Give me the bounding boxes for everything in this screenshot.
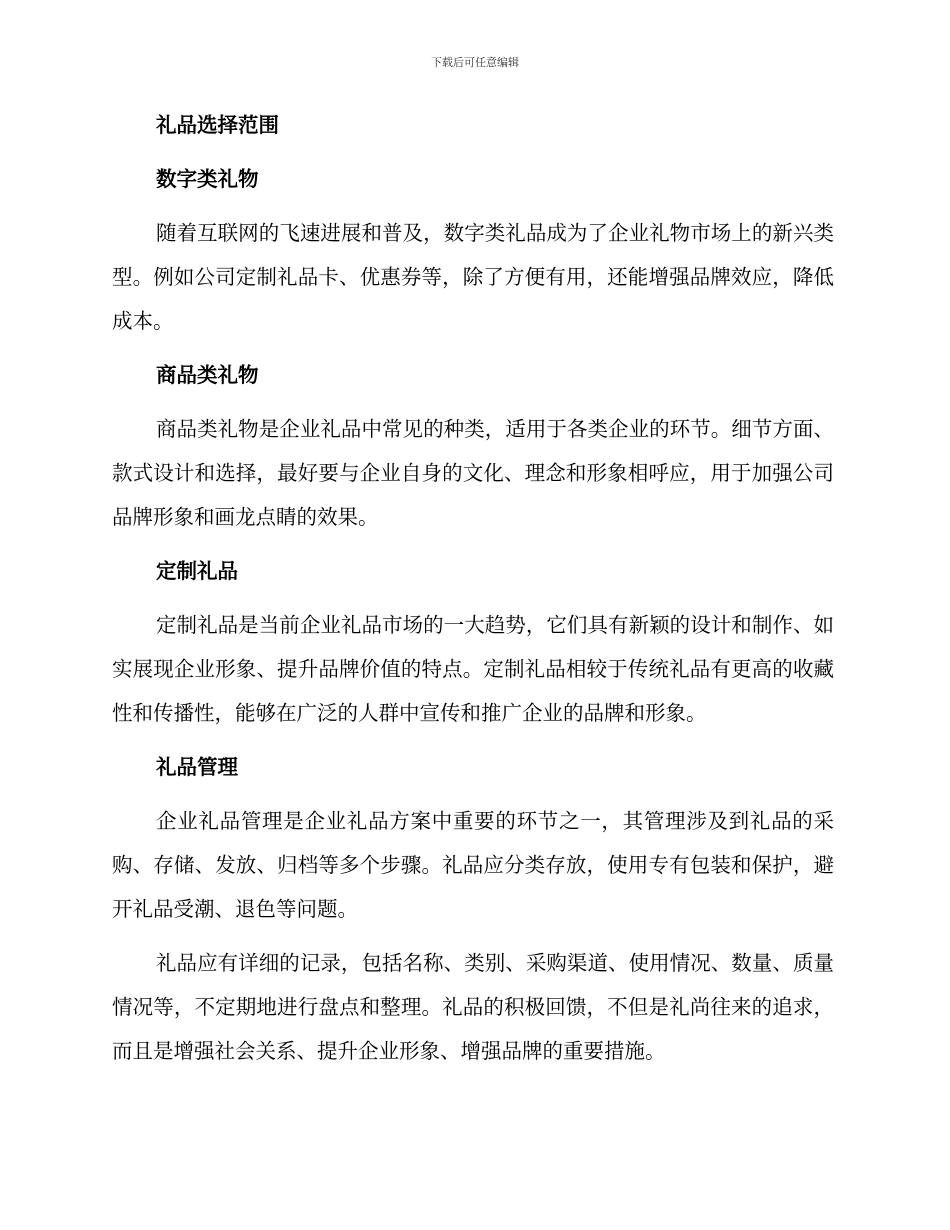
header-note: 下载后可任意编辑 [431,56,519,69]
paragraph-gift-management-1: 企业礼品管理是企业礼品方案中重要的环节之一，其管理涉及到礼品的采购、存储、发放、归档等多个步骤。礼品应分类存放，使用专有包装和保护，避开礼品受潮、退色等问题。 [112,809,834,921]
section-heading-digital-gifts: 数字类礼物 [156,167,259,191]
document-body [112,103,834,1073]
paragraph-merchandise-gifts: 商品类礼物是企业礼品中常见的种类，适用于各类企业的环节。细节方面、款式设计和选择，最好要与企业自身的文化、理念和形象相呼应，用于加强公司品牌形象和画龙点睛的效果。 [112,417,834,529]
section-heading-gift-scope: 礼品选择范围 [156,113,279,137]
section-heading-merchandise-gifts: 商品类礼物 [156,363,259,387]
paragraph-custom-gifts: 定制礼品是当前企业礼品市场的一大趋势，它们具有新颖的设计和制作、如实展现企业形象、提升品牌价值的特点。定制礼品相较于传统礼品有更高的收藏性和传播性，能够在广泛的人群中宣传和推广企业的品牌和形象。 [112,613,834,725]
section-heading-custom-gifts: 定制礼品 [156,559,238,583]
paragraph-digital-gifts: 随着互联网的飞速进展和普及，数字类礼品成为了企业礼物市场上的新兴类型。例如公司定制礼品卡、优惠券等，除了方便有用，还能增强品牌效应，降低成本。 [112,221,834,333]
section-heading-gift-management: 礼品管理 [156,755,238,779]
paragraph-gift-management-2: 礼品应有详细的记录，包括名称、类别、采购渠道、使用情况、数量、质量情况等，不定期地进行盘点和整理。礼品的积极回馈，不但是礼尚往来的追求，而且是增强社会关系、提升企业形象、增强品牌的重要措施。 [112,951,834,1063]
